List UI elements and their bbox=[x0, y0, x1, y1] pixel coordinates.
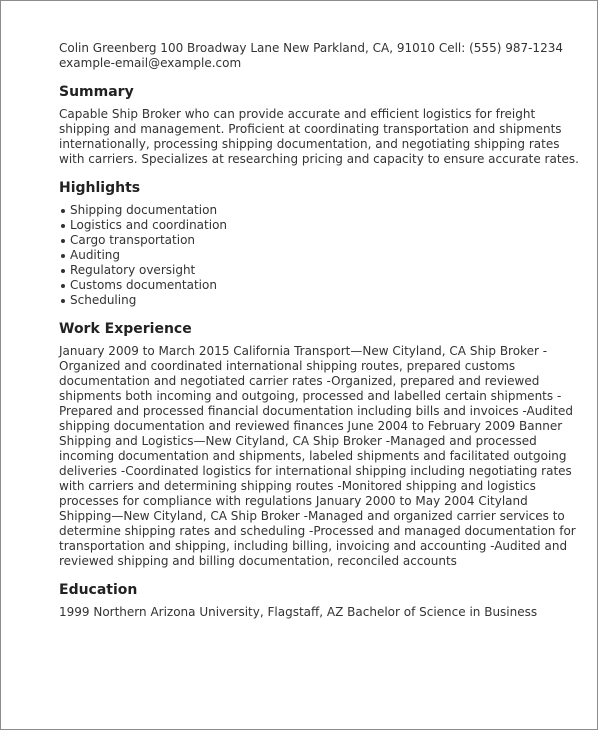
experience-heading: Work Experience bbox=[59, 321, 192, 337]
summary-text: Capable Ship Broker who can provide accurate and efficient logistics for freight shipping and management. Proficient at coordinating transportation and shipments internationally, processing shipping documentation, and negotiating shipping rates with carriers. Specializes at researching pricing and capacity to ensure accurate rates. bbox=[59, 107, 579, 166]
highlights-heading: Highlights bbox=[59, 180, 141, 196]
highlight-item: Regulatory oversight bbox=[70, 263, 581, 278]
education-heading: Education bbox=[59, 582, 138, 598]
highlight-item: Scheduling bbox=[70, 293, 581, 308]
highlight-item: Auditing bbox=[70, 248, 581, 263]
summary-heading: Summary bbox=[59, 84, 134, 100]
resume-content bbox=[59, 41, 581, 620]
highlight-item: Cargo transportation bbox=[70, 233, 581, 248]
highlights-list bbox=[59, 203, 581, 308]
highlight-item: Customs documentation bbox=[70, 278, 581, 293]
education-text: 1999 Northern Arizona University, Flagstaff, AZ Bachelor of Science in Business bbox=[59, 605, 538, 619]
highlight-item: Logistics and coordination bbox=[70, 218, 581, 233]
contact-info: Colin Greenberg 100 Broadway Lane New Parkland, CA, 91010 Cell: (555) 987-1234 example-email@example.com bbox=[59, 41, 563, 70]
highlight-item: Shipping documentation bbox=[70, 203, 581, 218]
experience-text: January 2009 to March 2015 California Transport—New Cityland, CA Ship Broker -Organized and coordinated international shipping routes, prepared customs documentation and negotiated carrier rates -Organized, prepared and reviewed shipments both incoming and outgoing, processed and labelled certain shipments -Prepared and processed financial documentation including bills and invoices -Audited shipping documentation and reviewed finances June 2004 to February 2009 Banner Shipping and Logistics—New Cityland, CA Ship Broker -Managed and processed incoming documentation and shipments, labeled shipments and facilitated outgoing deliveries -Coordinated logistics for international shipping including negotiating rates with carriers and determining shipping routes -Monitored shipping and logistics processes for compliance with regulations January 2000 to May 2004 Cityland Shipping—New Cityland, CA Ship Broker -Managed and organized carrier services to determine shipping rates and scheduling -Processed and managed documentation for transportation and shipping, including billing, invoicing and accounting -Audited and reviewed shipping and billing documentation, reconciled accounts bbox=[59, 344, 576, 568]
